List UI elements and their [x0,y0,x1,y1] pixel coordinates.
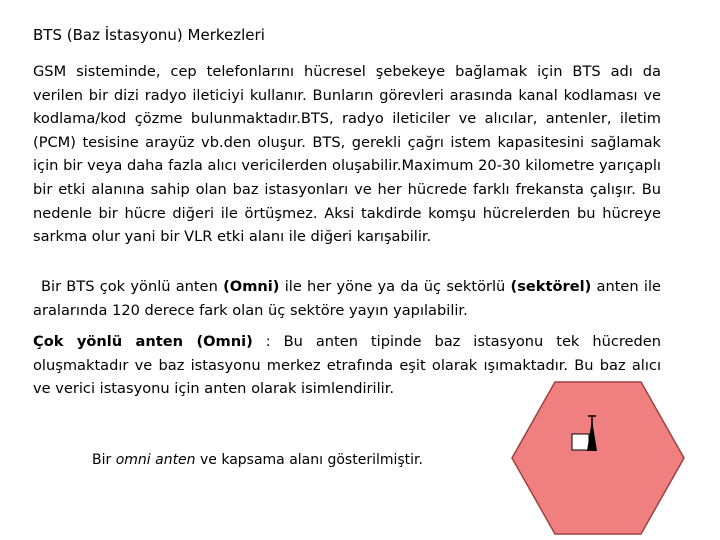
page-title: BTS (Baz İstasyonu) Merkezleri [33,26,265,44]
paragraph-bts-intro: GSM sisteminde, cep telefonlarını hücresel şebekeye bağlamak için BTS adı da verilen bir dizi radyo ileticiyi kullanır. Bunların görevleri arasında kanal kodlaması ve kodlama/kod çözme bulunmaktadır.BTS, radyo ileticiler ve alıcılar, antenler, iletim (PCM) tesisine arayüz vb.den oluşur. BTS, gerekli çağrı istem kapasitesini sağlamak için bir veya daha fazla alıcı vericilerden oluşabilir.Maximum 20-30 kilometre yarıçaplı bir etki alanına sahip olan baz istasyonları ve her hücrede farklı frekansta çalışır. Bu nedenle bir hücre diğeri ile örtüşmez. Aksi takdirde komşu hücrelerden bu hücreye sarkma olur yani bir VLR etki alanı ile diğeri karışabilir. [33,63,661,246]
paragraph2-part3: anten ile aralarında 120 derece fark olan üç sektöre yayın yapılabilir. [33,278,661,319]
omni-heading: Çok yönlü anten (Omni) [33,333,253,350]
coverage-hexagon [512,382,684,534]
caption-italic: omni anten [115,452,196,468]
caption-part1: Bir [92,452,116,468]
caption-part2: ve kapsama alanı gösterilmiştir. [195,452,423,468]
antenna-triangle [587,420,597,451]
paragraph2-part1: Bir BTS çok yönlü anten [41,278,224,295]
paragraph-antenna-types [33,275,661,322]
figure-caption [92,452,423,468]
antenna-base-box [572,434,589,450]
sectoral-term: (sektörel) [510,278,592,295]
omni-antenna-icon [572,416,597,451]
paragraph2-part2: ile her yöne ya da üç sektörlü [279,278,511,295]
paragraph3-text: : Bu anten tipinde baz istasyonu tek hücreden oluşmaktadır ve baz istasyonu merkez etrafında eşit olarak ışımaktadır. Bu baz alıcı ve verici istasyonu için anten olarak isimlendirilir. [33,333,661,398]
paragraph-omni-antenna [33,330,661,401]
omni-term: (Omni) [223,278,280,295]
